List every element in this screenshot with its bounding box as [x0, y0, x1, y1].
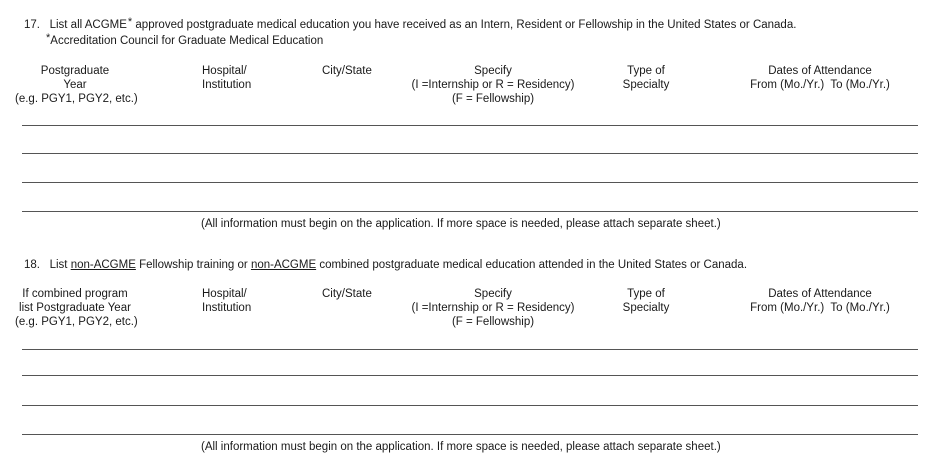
header-line: City/State	[322, 65, 372, 77]
question-text: combined postgraduate medical education attended in the United States or Canada.	[316, 259, 748, 271]
question-text-start: List all ACGME	[49, 19, 127, 31]
header-line: From (Mo./Yr.) To (Mo./Yr.)	[750, 79, 890, 91]
question-17	[24, 16, 796, 31]
column-header-city-state	[322, 287, 372, 301]
header-line: From (Mo./Yr.) To (Mo./Yr.)	[750, 302, 890, 314]
column-header-specify	[393, 64, 593, 106]
header-line: (e.g. PGY1, PGY2, etc.)	[15, 93, 138, 105]
header-line: Type of	[627, 65, 665, 77]
footnote-asterisk: *	[46, 32, 51, 44]
question-number: 18.	[24, 259, 40, 271]
entry-line[interactable]	[22, 182, 918, 183]
header-line: Type of	[627, 288, 665, 300]
column-header-city-state	[322, 64, 372, 78]
column-header-dates	[730, 64, 910, 92]
header-line: City/State	[322, 288, 372, 300]
space-note: (All information must begin on the application. If more space is needed, please attach separate sheet.)	[201, 218, 721, 230]
header-line: (e.g. PGY1, PGY2, etc.)	[15, 316, 138, 328]
header-line: Specify	[474, 288, 512, 300]
question-text: List	[49, 259, 71, 271]
header-line: Dates of Attendance	[768, 288, 872, 300]
header-line: (F = Fellowship)	[451, 316, 535, 328]
header-line: Hospital/	[202, 65, 247, 77]
entry-line[interactable]	[22, 211, 918, 212]
column-header-postgraduate-year	[15, 64, 138, 106]
header-line: (I =Internship or R = Residency)	[411, 79, 575, 91]
header-line: Specialty	[622, 79, 670, 91]
header-line: (I =Internship or R = Residency)	[411, 302, 575, 314]
header-line: If combined program	[22, 288, 128, 300]
header-line: Specialty	[622, 302, 670, 314]
header-line: Year	[63, 79, 87, 91]
column-header-hospital	[202, 64, 251, 92]
entry-line[interactable]	[22, 405, 918, 406]
question-18	[24, 259, 747, 271]
column-header-dates	[730, 287, 910, 315]
entry-line[interactable]	[22, 349, 918, 350]
entry-line[interactable]	[22, 375, 918, 376]
header-line: Institution	[202, 79, 252, 91]
space-note: (All information must begin on the application. If more space is needed, please attach separate sheet.)	[201, 441, 721, 453]
header-line: (F = Fellowship)	[451, 93, 535, 105]
header-line: Institution	[202, 302, 252, 314]
question-text-underlined: non-ACGME	[250, 259, 317, 271]
footnote	[46, 32, 323, 47]
entry-line[interactable]	[22, 153, 918, 154]
asterisk-mark: *	[127, 16, 133, 28]
header-line: Dates of Attendance	[768, 65, 872, 77]
column-header-specialty	[611, 287, 681, 315]
header-line: Specify	[474, 65, 512, 77]
header-line: list Postgraduate Year	[19, 302, 131, 314]
header-line: Hospital/	[202, 288, 247, 300]
entry-line[interactable]	[22, 434, 918, 435]
question-text-underlined: non-ACGME	[70, 259, 136, 271]
entry-line[interactable]	[22, 125, 918, 126]
footnote-text: Accreditation Council for Graduate Medical Education	[50, 35, 324, 47]
column-header-specialty	[611, 64, 681, 92]
question-text: Fellowship training or	[135, 259, 251, 271]
column-header-combined-program	[15, 287, 138, 329]
question-number: 17.	[24, 19, 40, 31]
column-header-hospital	[202, 287, 251, 315]
header-line: Postgraduate	[40, 65, 110, 77]
column-header-specify	[393, 287, 593, 329]
question-text-end: approved postgraduate medical education you have received as an Intern, Resident or Fellowship in the United States or Canada.	[135, 19, 797, 31]
